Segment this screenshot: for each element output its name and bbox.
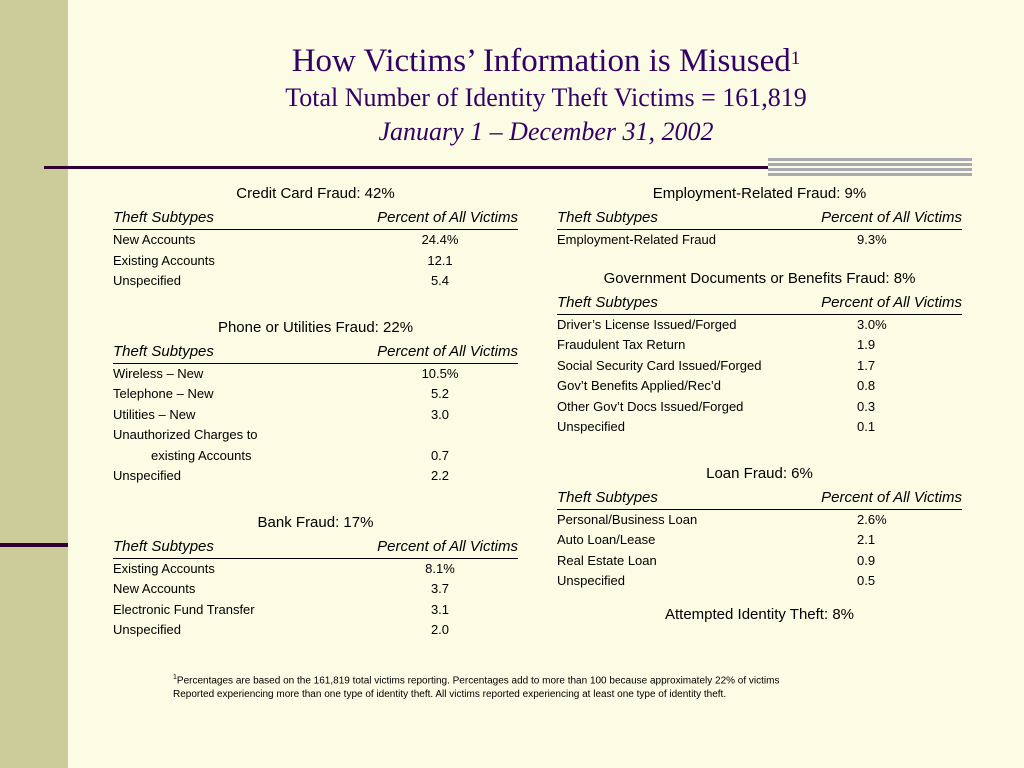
header-theft-subtypes: Theft Subtypes <box>113 537 214 555</box>
table-row <box>113 271 518 292</box>
table-row <box>113 251 518 272</box>
header-theft-subtypes: Theft Subtypes <box>557 293 658 311</box>
table-row <box>113 466 518 487</box>
row-label: Unspecified <box>113 468 181 483</box>
row-value: 5.2 <box>430 386 450 401</box>
row-label: Employment-Related Fraud <box>557 232 716 247</box>
attempted-identity-theft: Attempted Identity Theft: 8% <box>665 605 854 623</box>
row-value: 5.4 <box>430 273 450 288</box>
row-label: Driver’s License Issued/Forged <box>557 316 737 332</box>
row-value: 10.5% <box>421 365 459 381</box>
header-theft-subtypes: Theft Subtypes <box>113 342 214 360</box>
row-value: 1.9 <box>857 337 876 352</box>
table-row <box>113 405 518 426</box>
table-row <box>557 571 962 592</box>
row-value: 0.1 <box>857 419 876 434</box>
section-title-bank: Bank Fraud: 17% <box>257 513 374 531</box>
table-row <box>113 446 518 467</box>
table-row <box>557 510 962 531</box>
table-row <box>113 579 518 600</box>
date-range: January 1 – December 31, 2002 <box>378 117 714 146</box>
header-percent: Percent of All Victims <box>377 342 518 360</box>
row-value: 3.0 <box>430 406 450 422</box>
row-label: Wireless – New <box>113 365 204 381</box>
table-header <box>113 537 518 559</box>
row-label: Unspecified <box>113 622 181 637</box>
row-value: 0.3 <box>857 398 876 414</box>
row-value: 3.7 <box>430 581 450 596</box>
header-percent: Percent of All Victims <box>377 209 518 226</box>
loan-rows <box>557 510 962 592</box>
header-percent: Percent of All Victims <box>821 488 962 506</box>
section-title-credit-card: Credit Card Fraud: 42% <box>236 185 395 202</box>
left-sidebar-bar <box>0 0 68 768</box>
row-label: Personal/Business Loan <box>557 511 698 527</box>
header-percent: Percent of All Victims <box>821 209 962 226</box>
row-value: 1.7 <box>857 357 876 373</box>
row-label: New Accounts <box>113 232 196 247</box>
row-value: 12.1 <box>427 252 453 268</box>
footnote-line-1: Percentages are based on the 161,819 total victims reporting. Percentages add to more than 100 because approximately 22% of victims <box>176 675 780 687</box>
page-title: How Victims’ Information is Misused$^1$ <box>291 43 801 79</box>
row-value: 0.9 <box>857 552 876 568</box>
row-label: Fraudulent Tax Return <box>557 337 686 352</box>
row-value: 9.3% <box>857 232 887 247</box>
table-row <box>557 551 962 572</box>
row-label: Unauthorized Charges to <box>113 427 258 442</box>
table-row <box>557 335 962 356</box>
section-title-employment: Employment-Related Fraud: 9% <box>652 185 867 202</box>
row-label: Gov’t Benefits Applied/Rec’d <box>557 378 722 393</box>
row-value: 2.1 <box>857 532 876 547</box>
section-title-government: Government Documents or Benefits Fraud: 8% <box>603 269 916 287</box>
table-row <box>557 417 962 438</box>
table-row <box>557 315 962 336</box>
row-value: 2.2 <box>430 468 450 483</box>
table-row <box>113 364 518 385</box>
row-label: Existing Accounts <box>113 560 215 576</box>
table-header <box>557 208 962 230</box>
row-label: Social Security Card Issued/Forged <box>557 357 762 373</box>
row-value: 3.1 <box>430 601 450 617</box>
title-footnote-mark: 1 <box>790 48 801 69</box>
government-rows <box>557 315 962 438</box>
row-label: Unspecified <box>557 419 625 434</box>
row-value: 24.4% <box>421 232 459 247</box>
table-header <box>113 342 518 364</box>
table-row <box>113 620 518 641</box>
row-label: New Accounts <box>113 581 196 596</box>
right-column <box>557 180 962 623</box>
row-value: 8.1% <box>425 560 455 576</box>
row-label: Other Gov’t Docs Issued/Forged <box>557 398 744 414</box>
row-label: Unspecified <box>113 273 181 288</box>
table-row <box>557 376 962 397</box>
row-value: 2.6% <box>857 511 887 527</box>
title-divider-striped <box>768 158 972 178</box>
row-value: 0.7 <box>430 447 450 463</box>
footnote <box>173 671 933 702</box>
table-header <box>557 293 962 315</box>
table-row <box>113 384 518 405</box>
row-label: Auto Loan/Lease <box>557 532 656 547</box>
footnote-line-2: Reported experiencing more than one type of identity theft. All victims reported experiencing at least one type of identity theft. <box>173 689 727 701</box>
table-row <box>557 397 962 418</box>
table-row <box>113 230 518 251</box>
table-row <box>113 425 518 446</box>
table-header <box>113 208 518 230</box>
header-theft-subtypes: Theft Subtypes <box>557 488 658 506</box>
row-label: Existing Accounts <box>113 252 215 268</box>
table-row <box>557 230 962 251</box>
row-label: Real Estate Loan <box>557 552 657 568</box>
row-label: existing Accounts <box>151 447 252 463</box>
credit-card-rows <box>113 230 518 292</box>
table-row <box>113 600 518 621</box>
row-value: 0.5 <box>857 573 876 588</box>
header-theft-subtypes: Theft Subtypes <box>113 209 214 226</box>
row-label: Telephone – New <box>113 386 214 401</box>
table-row <box>557 356 962 377</box>
page-subtitle: Total Number of Identity Theft Victims = 161,819 <box>285 83 807 112</box>
table-row <box>113 559 518 580</box>
row-value: 0.8 <box>857 378 876 393</box>
row-label: Unspecified <box>557 573 625 588</box>
section-title-loan: Loan Fraud: 6% <box>706 464 813 482</box>
row-label: Electronic Fund Transfer <box>113 601 255 617</box>
left-column <box>113 180 518 641</box>
bank-rows <box>113 559 518 641</box>
table-header <box>557 488 962 510</box>
phone-utilities-rows <box>113 364 518 487</box>
row-value: 2.0 <box>430 622 450 637</box>
footnote-mark: 1 <box>173 674 177 681</box>
header-percent: Percent of All Victims <box>377 537 518 555</box>
row-value: 3.0% <box>857 316 887 332</box>
header-percent: Percent of All Victims <box>821 293 962 311</box>
title-block <box>68 40 1024 150</box>
row-label: Utilities – New <box>113 406 196 422</box>
left-bar-accent-line <box>0 543 68 547</box>
employment-rows <box>557 230 962 251</box>
header-theft-subtypes: Theft Subtypes <box>557 209 658 226</box>
section-title-phone-utilities: Phone or Utilities Fraud: 22% <box>217 318 414 336</box>
table-row <box>557 530 962 551</box>
